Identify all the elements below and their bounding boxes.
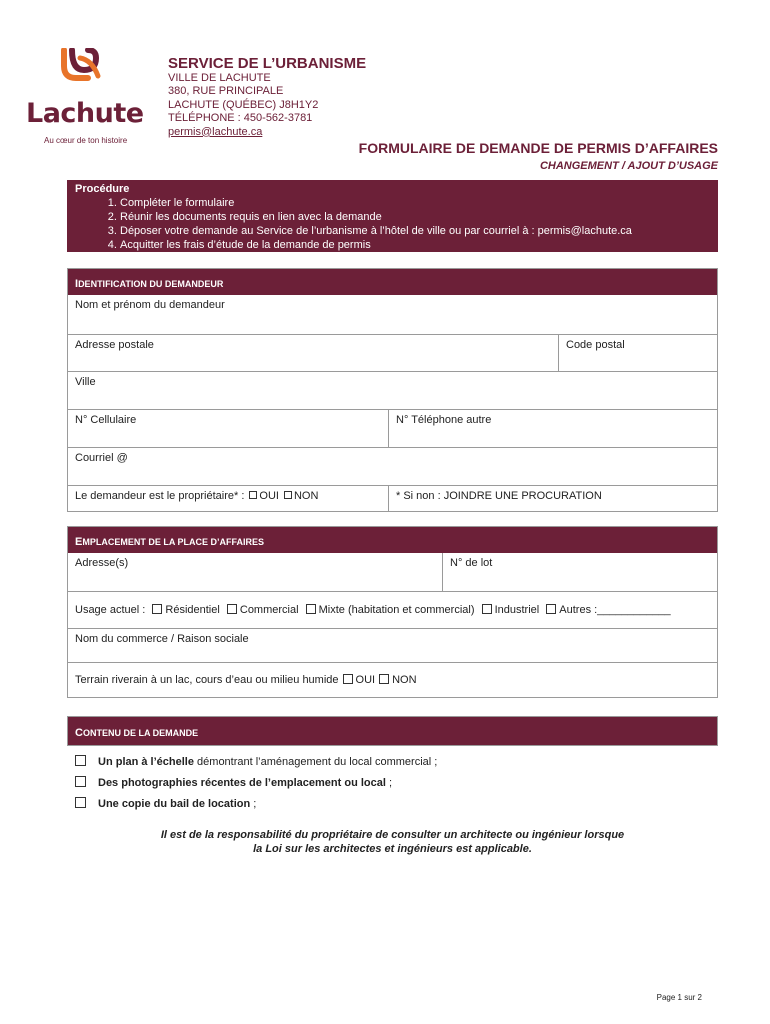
usage-row [68, 591, 717, 628]
location-address-field[interactable]: Adresse(s) [75, 557, 129, 569]
owner-no-label: NON [293, 490, 319, 502]
business-name-row [68, 628, 717, 662]
waterfront-yes-checkbox[interactable] [343, 674, 353, 684]
usage-commercial-checkbox[interactable] [227, 604, 237, 614]
usage-residential-label: Résidentiel [165, 604, 220, 616]
page-number: Page 1 sur 2 [656, 993, 702, 1002]
location-section [67, 526, 718, 698]
content-item [75, 776, 392, 789]
usage-residential-checkbox[interactable] [152, 604, 162, 614]
other-phone-field[interactable]: N° Téléphone autre [388, 410, 717, 447]
address-line: 380, RUE PRINCIPALE [168, 85, 284, 98]
procedure-step: 3. Déposer votre demande au Service de l’urbanisme à l’hôtel de ville ou par courriel à : permis@lachute.ca [120, 224, 710, 238]
form-title: FORMULAIRE DE DEMANDE DE PERMIS D’AFFAIRES [358, 140, 718, 156]
address-row [68, 334, 717, 371]
email-link[interactable]: permis@lachute.ca [168, 125, 263, 138]
content-item-bold: Un plan à l’échelle [98, 756, 194, 768]
location-address-row [68, 553, 717, 591]
note-line: la Loi sur les architectes et ingénieurs est applicable. [253, 843, 532, 855]
cell-phone-field[interactable]: N° Cellulaire [75, 414, 137, 426]
identification-heading: IDENTIFICATION DU DEMANDEUR [68, 269, 717, 295]
content-item [75, 755, 437, 768]
email-row [68, 447, 717, 485]
address-line: TÉLÉPHONE : 450-562-3781 [168, 112, 313, 125]
usage-options [68, 600, 717, 620]
name-field[interactable]: Nom et prénom du demandeur [75, 299, 225, 311]
owner-note: * Si non : JOINDRE UNE PROCURATION [388, 486, 717, 511]
owner-yes-checkbox[interactable] [249, 491, 257, 499]
owner-question-cell [68, 486, 388, 511]
waterfront-yes-label: OUI [355, 674, 376, 686]
content-item-bold: Une copie du bail de location [98, 798, 251, 810]
waterfront-no-label: NON [392, 674, 417, 686]
usage-other-label: Autres :____________ [559, 604, 671, 616]
usage-mixed-label: Mixte (habitation et commercial) [318, 604, 475, 616]
postal-code-field[interactable]: Code postal [558, 335, 717, 371]
procedure-step: 4. Acquitter les frais d’étude de la demande de permis [120, 238, 710, 252]
responsibility-note [67, 828, 718, 856]
owner-row [68, 485, 717, 511]
lot-number-field[interactable]: N° de lot [442, 553, 717, 591]
name-row [68, 295, 717, 334]
content-item [75, 797, 256, 810]
business-name-field[interactable]: Nom du commerce / Raison sociale [75, 633, 249, 645]
content-item-text: ; [385, 777, 393, 789]
content-item-bold: Des photographies récentes de l’emplacement ou local [98, 777, 386, 789]
waterfront-no-checkbox[interactable] [379, 674, 389, 684]
usage-other-checkbox[interactable] [546, 604, 556, 614]
content-heading: CONTENU DE LA DEMANDE [68, 717, 717, 745]
note-line: Il est de la responsabilité du propriétaire de consulter un architecte ou ingénieur lorsque [160, 829, 625, 841]
email-field[interactable]: Courriel @ [75, 452, 128, 464]
logo-wordmark: Lachute [26, 98, 144, 129]
usage-commercial-label: Commercial [239, 604, 299, 616]
procedure-box [67, 180, 718, 252]
content-item-text: ; [250, 798, 257, 810]
content-item-checkbox[interactable] [75, 776, 86, 787]
usage-label: Usage actuel : [75, 604, 146, 616]
procedure-title: Procédure [75, 183, 130, 195]
content-item-checkbox[interactable] [75, 755, 86, 766]
usage-mixed-checkbox[interactable] [306, 604, 316, 614]
waterfront-row [68, 662, 717, 697]
location-heading: EMPLACEMENT DE LA PLACE D’AFFAIRES [68, 527, 717, 553]
logo-tagline: Au cœur de ton histoire [44, 136, 128, 145]
owner-question-label: Le demandeur est le propriétaire* : [75, 490, 245, 502]
waterfront-question [68, 670, 717, 690]
content-section [67, 716, 718, 746]
city-field[interactable]: Ville [75, 376, 96, 388]
procedure-step: 1. Compléter le formulaire [120, 196, 710, 210]
postal-address-field[interactable]: Adresse postale [75, 339, 154, 351]
usage-industrial-label: Industriel [494, 604, 540, 616]
identification-section [67, 268, 718, 512]
phone-row [68, 409, 717, 447]
procedure-step: 2. Réunir les documents requis en lien avec la demande [120, 210, 710, 224]
content-item-checkbox[interactable] [75, 797, 86, 808]
owner-no-checkbox[interactable] [284, 491, 292, 499]
owner-yes-label: OUI [259, 490, 279, 502]
service-title: SERVICE DE L’URBANISME [168, 55, 367, 72]
form-subtitle: CHANGEMENT / AJOUT D’USAGE [539, 160, 718, 172]
address-line: LACHUTE (QUÉBEC) J8H1Y2 [168, 98, 319, 111]
service-address [168, 72, 318, 139]
address-line: VILLE DE LACHUTE [168, 72, 271, 84]
waterfront-label: Terrain riverain à un lac, cours d’eau ou milieu humide [75, 674, 339, 686]
usage-industrial-checkbox[interactable] [482, 604, 492, 614]
content-item-text: démontrant l’aménagement du local commercial ; [193, 756, 438, 768]
city-row [68, 371, 717, 409]
